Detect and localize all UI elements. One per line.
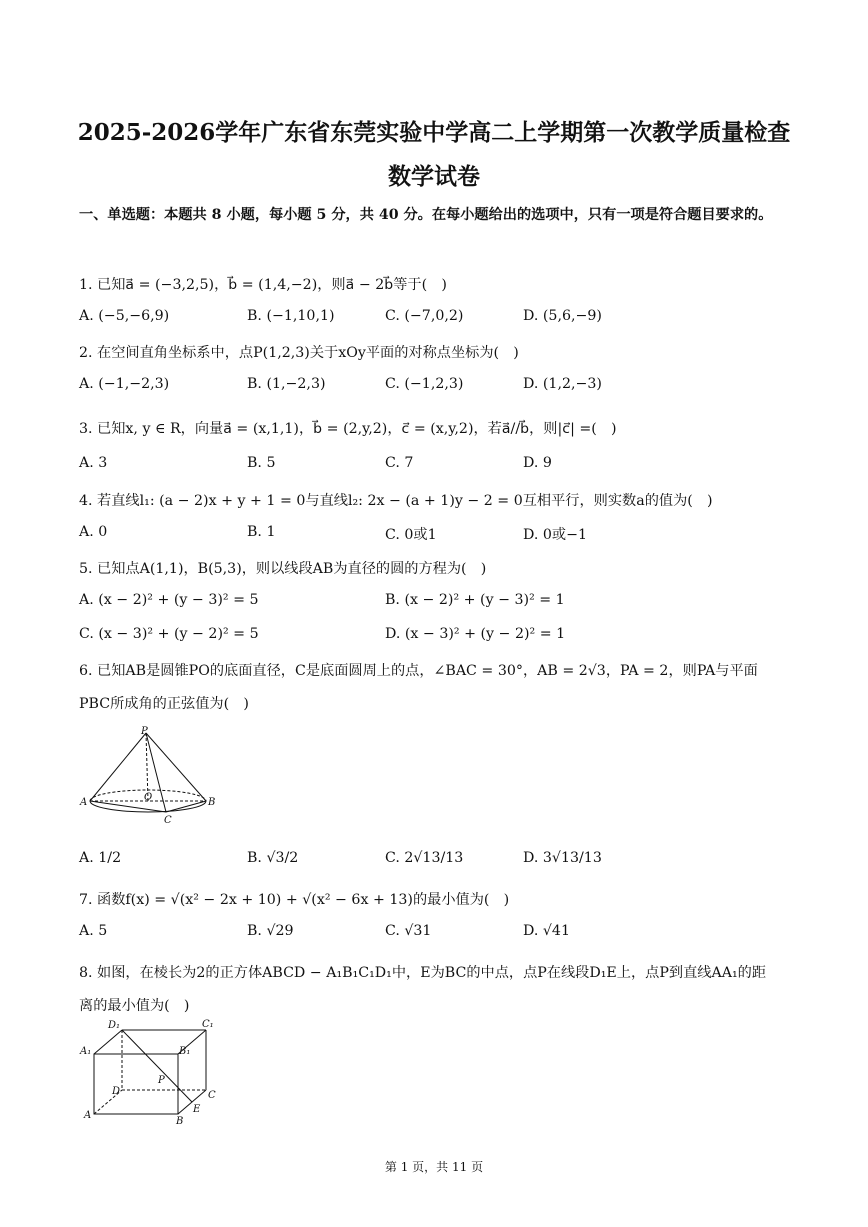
question-1-option-a: A. (−5,−6,9) xyxy=(79,308,170,324)
question-7-option-a: A. 5 xyxy=(79,923,108,939)
cube-label-e: E xyxy=(193,1104,201,1115)
question-3-option-b: B. 5 xyxy=(247,455,276,471)
question-2-option-b: B. (1,−2,3) xyxy=(247,376,326,392)
cube-label-b: B xyxy=(176,1116,184,1126)
cone-label-b: B xyxy=(208,797,216,808)
question-4-option-d: D. 0或−1 xyxy=(523,527,588,543)
cone-figure xyxy=(78,725,223,830)
question-6-stem-line2: PBC所成角的正弦值为( ) xyxy=(79,696,249,712)
cube-label-c: C xyxy=(208,1090,216,1101)
question-4-stem: 4. 若直线l₁: (a − 2)x + y + 1 = 0与直线l₂: 2x − (a + 1)y − 2 = 0互相平行，则实数a的值为( ) xyxy=(79,493,713,509)
question-4-option-b: B. 1 xyxy=(247,524,276,540)
question-1-stem: 1. 已知a⃗ = (−3,2,5)，b⃗ = (1,4,−2)，则a⃗ − 2b⃗等于( ) xyxy=(79,277,447,293)
question-4-option-c: C. 0或1 xyxy=(385,527,437,543)
exam-title-line2: 数学试卷 xyxy=(388,163,480,190)
question-1-option-b: B. (−1,10,1) xyxy=(247,308,335,324)
question-8-stem-line2: 离的最小值为( ) xyxy=(79,998,190,1014)
question-3-option-a: A. 3 xyxy=(79,455,108,471)
question-4-option-a: A. 0 xyxy=(79,524,108,540)
question-6-option-a: A. 1/2 xyxy=(79,850,122,866)
cube-label-b1: B₁ xyxy=(179,1046,191,1057)
cone-label-c: C xyxy=(164,815,172,826)
cone-label-p: P xyxy=(141,726,148,737)
question-6-stem-line1: 6. 已知AB是圆锥PO的底面直径，C是底面圆周上的点，∠BAC = 30°，AB = 2√3，PA = 2，则PA与平面 xyxy=(79,663,758,679)
question-3-option-c: C. 7 xyxy=(385,455,414,471)
question-7-option-c: C. √31 xyxy=(385,923,432,939)
question-1-option-d: D. (5,6,−9) xyxy=(523,308,602,324)
question-5-option-d: D. (x − 3)² + (y − 2)² = 1 xyxy=(385,626,566,642)
question-6-option-b: B. √3/2 xyxy=(247,850,299,866)
cube-label-d1: D₁ xyxy=(108,1020,121,1031)
question-5-option-a: A. (x − 2)² + (y − 3)² = 5 xyxy=(79,592,259,608)
cone-label-a: A xyxy=(80,797,88,808)
cube-label-c1: C₁ xyxy=(202,1019,214,1030)
question-2-option-d: D. (1,2,−3) xyxy=(523,376,602,392)
question-6-option-d: D. 3√13/13 xyxy=(523,850,602,866)
question-6-option-c: C. 2√13/13 xyxy=(385,850,464,866)
cube-label-p: P xyxy=(158,1075,165,1086)
question-1-option-c: C. (−7,0,2) xyxy=(385,308,464,324)
question-2-option-c: C. (−1,2,3) xyxy=(385,376,464,392)
cube-label-a: A xyxy=(84,1110,92,1121)
cone-label-o: O xyxy=(144,792,153,803)
cube-label-d: D xyxy=(112,1086,121,1097)
question-8-stem-line1: 8. 如图，在棱长为2的正方体ABCD − A₁B₁C₁D₁中，E为BC的中点，点P在线段D₁E上，点P到直线AA₁的距 xyxy=(79,965,767,981)
question-2-stem: 2. 在空间直角坐标系中，点P(1,2,3)关于xOy平面的对称点坐标为( ) xyxy=(79,345,519,361)
exam-title-line1: 2025-2026学年广东省东莞实验中学高二上学期第一次教学质量检查 xyxy=(77,119,791,146)
page-footer: 第 1 页，共 11 页 xyxy=(384,1160,484,1174)
section-heading: 一、单选题：本题共 8 小题，每小题 5 分，共 40 分。在每小题给出的选项中，只有一项是符合题目要求的。 xyxy=(79,207,773,223)
question-5-stem: 5. 已知点A(1,1)，B(5,3)，则以线段AB为直径的圆的方程为( ) xyxy=(79,561,487,577)
question-5-option-b: B. (x − 2)² + (y − 3)² = 1 xyxy=(385,592,565,608)
question-3-option-d: D. 9 xyxy=(523,455,552,471)
cube-figure xyxy=(78,1018,223,1126)
question-3-stem: 3. 已知x, y ∈ R，向量a⃗ = (x,1,1)，b⃗ = (2,y,2)，c⃗ = (x,y,2)，若a⃗//b⃗，则|c⃗| =( ) xyxy=(79,421,617,437)
question-2-option-a: A. (−1,−2,3) xyxy=(79,376,170,392)
question-7-stem: 7. 函数f(x) = √(x² − 2x + 10) + √(x² − 6x + 13)的最小值为( ) xyxy=(79,892,510,908)
question-7-option-d: D. √41 xyxy=(523,923,570,939)
question-7-option-b: B. √29 xyxy=(247,923,294,939)
question-5-option-c: C. (x − 3)² + (y − 2)² = 5 xyxy=(79,626,259,642)
cube-label-a1: A₁ xyxy=(80,1046,92,1057)
